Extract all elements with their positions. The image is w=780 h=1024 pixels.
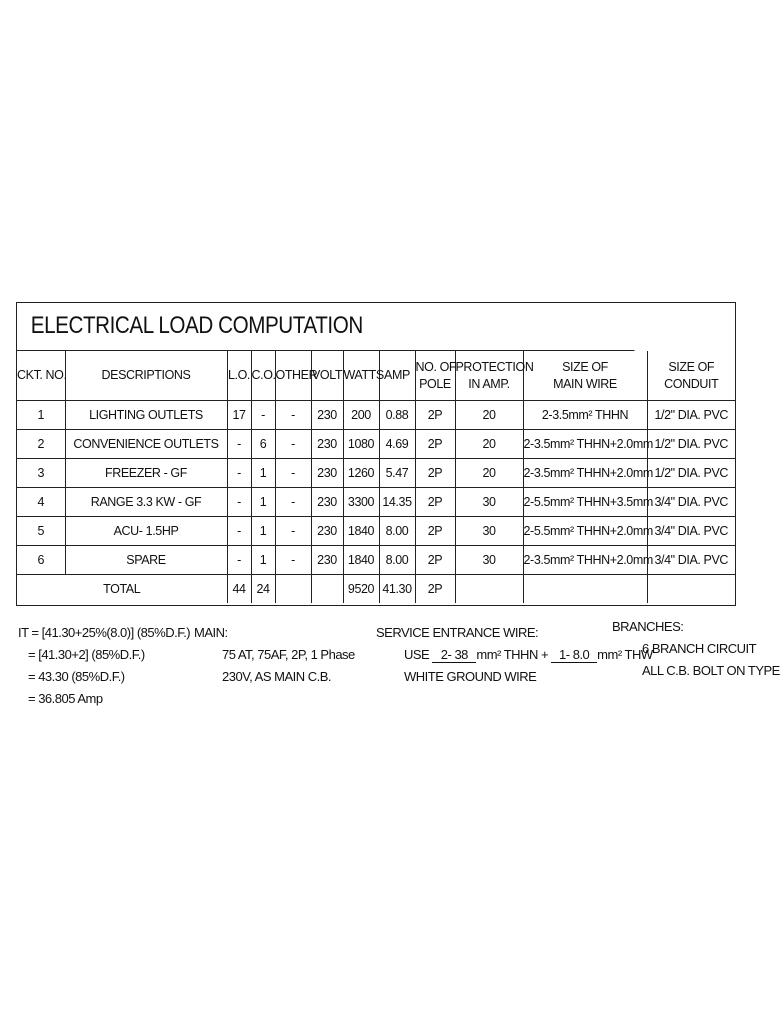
cell-co: 1 (251, 517, 275, 546)
header-no-of-pole: NO. OF POLE (415, 351, 455, 401)
calc-line: = 43.30 (85%D.F.) (28, 669, 125, 684)
cell-pole: 2P (415, 401, 455, 430)
main-line: 75 AT, 75AF, 2P, 1 Phase (222, 647, 355, 662)
cell-watts: 1080 (343, 430, 379, 459)
cell-amp: 8.00 (379, 546, 415, 575)
cell-protection: 30 (455, 546, 523, 575)
calc-line: = 36.805 Amp (28, 691, 103, 706)
total-conduit (647, 575, 735, 604)
cell-watts: 1260 (343, 459, 379, 488)
service-heading: SERVICE ENTRANCE WIRE: (376, 625, 539, 640)
cell-pole: 2P (415, 517, 455, 546)
cell-lo: - (227, 430, 251, 459)
table-row (17, 401, 735, 430)
main-line: 230V, AS MAIN C.B. (222, 669, 332, 684)
total-label: TOTAL (17, 575, 227, 604)
cell-desc: ACU- 1.5HP (65, 517, 227, 546)
service-use-label: USE (404, 647, 430, 662)
cell-amp: 14.35 (379, 488, 415, 517)
table-title: ELECTRICAL LOAD COMPUTATION (17, 303, 634, 351)
cell-other: - (275, 517, 311, 546)
table-header-row (17, 351, 735, 401)
branches-heading: BRANCHES: (612, 619, 684, 634)
cell-ckt: 2 (17, 430, 65, 459)
cell-desc: FREEZER - GF (65, 459, 227, 488)
header-descriptions: DESCRIPTIONS (65, 351, 227, 401)
cell-lo: - (227, 517, 251, 546)
cell-wire: 2-3.5mm² THHN+2.0mm (523, 430, 647, 459)
cell-protection: 20 (455, 430, 523, 459)
cell-wire: 2-3.5mm² THHN (523, 401, 647, 430)
cell-other: - (275, 488, 311, 517)
cell-ckt: 5 (17, 517, 65, 546)
table-row (17, 459, 735, 488)
service-wire-a: 2- 38 (432, 647, 476, 663)
cell-pole: 2P (415, 546, 455, 575)
cell-ckt: 3 (17, 459, 65, 488)
cell-wire: 2-5.5mm² THHN+2.0mm (523, 517, 647, 546)
cell-co: 1 (251, 459, 275, 488)
cell-desc: CONVENIENCE OUTLETS (65, 430, 227, 459)
table-row (17, 546, 735, 575)
cell-watts: 200 (343, 401, 379, 430)
cell-lo: 17 (227, 401, 251, 430)
table-row (17, 488, 735, 517)
header-co: C.O. (251, 351, 275, 401)
header-ckt-no: CKT. NO. (17, 351, 65, 401)
cell-protection: 30 (455, 488, 523, 517)
service-ground: WHITE GROUND WIRE (404, 669, 537, 684)
cell-co: 1 (251, 488, 275, 517)
current-computation (18, 622, 190, 710)
cell-pole: 2P (415, 459, 455, 488)
header-conduit: SIZE OF CONDUIT (647, 351, 735, 401)
cell-protection: 20 (455, 401, 523, 430)
cell-conduit: 1/2" DIA. PVC (647, 459, 735, 488)
cell-protection: 30 (455, 517, 523, 546)
cell-volt: 230 (311, 459, 343, 488)
header-lo: L.O. (227, 351, 251, 401)
cell-watts: 1840 (343, 517, 379, 546)
cell-volt: 230 (311, 430, 343, 459)
cell-wire: 2-5.5mm² THHN+3.5mm (523, 488, 647, 517)
total-other (275, 575, 311, 604)
table-row (17, 430, 735, 459)
service-wire-b: 1- 8.0 (551, 647, 597, 663)
cell-watts: 1840 (343, 546, 379, 575)
table-row (17, 517, 735, 546)
total-protection (455, 575, 523, 604)
cell-desc: SPARE (65, 546, 227, 575)
main-heading: MAIN: (194, 625, 228, 640)
total-volt (311, 575, 343, 604)
header-amp: AMP (379, 351, 415, 401)
cell-other: - (275, 401, 311, 430)
total-pole: 2P (415, 575, 455, 604)
load-computation-table-frame (16, 302, 736, 606)
total-amp: 41.30 (379, 575, 415, 604)
cell-volt: 230 (311, 546, 343, 575)
cell-volt: 230 (311, 488, 343, 517)
total-row (17, 575, 735, 604)
header-volt: VOLT (311, 351, 343, 401)
total-watts: 9520 (343, 575, 379, 604)
cell-other: - (275, 546, 311, 575)
cell-conduit: 1/2" DIA. PVC (647, 401, 735, 430)
branches-line: ALL C.B. BOLT ON TYPE (642, 663, 780, 678)
load-table (17, 351, 735, 603)
header-protection: PROTECTION IN AMP. (455, 351, 523, 401)
cell-other: - (275, 430, 311, 459)
cell-pole: 2P (415, 488, 455, 517)
cell-lo: - (227, 459, 251, 488)
cell-desc: RANGE 3.3 KW - GF (65, 488, 227, 517)
header-watts: WATTS (343, 351, 379, 401)
cell-amp: 4.69 (379, 430, 415, 459)
cell-co: - (251, 401, 275, 430)
total-wire (523, 575, 647, 604)
total-lo: 44 (227, 575, 251, 604)
cell-lo: - (227, 488, 251, 517)
cell-conduit: 3/4" DIA. PVC (647, 546, 735, 575)
service-unit-a: mm² THHN + (476, 647, 549, 662)
cell-ckt: 6 (17, 546, 65, 575)
total-co: 24 (251, 575, 275, 604)
cell-lo: - (227, 546, 251, 575)
cell-co: 6 (251, 430, 275, 459)
cell-co: 1 (251, 546, 275, 575)
cell-pole: 2P (415, 430, 455, 459)
calc-line: = [41.30+2] (85%D.F.) (28, 647, 145, 662)
cell-conduit: 3/4" DIA. PVC (647, 517, 735, 546)
service-unit-b: mm² THW (597, 647, 653, 662)
cell-conduit: 3/4" DIA. PVC (647, 488, 735, 517)
header-main-wire: SIZE OF MAIN WIRE (523, 351, 647, 401)
cell-volt: 230 (311, 401, 343, 430)
header-other: OTHER (275, 351, 311, 401)
cell-desc: LIGHTING OUTLETS (65, 401, 227, 430)
cell-other: - (275, 459, 311, 488)
cell-amp: 5.47 (379, 459, 415, 488)
main-breaker-notes (194, 622, 355, 688)
cell-volt: 230 (311, 517, 343, 546)
cell-watts: 3300 (343, 488, 379, 517)
cell-conduit: 1/2" DIA. PVC (647, 430, 735, 459)
cell-wire: 2-3.5mm² THHN+2.0mm (523, 459, 647, 488)
cell-ckt: 1 (17, 401, 65, 430)
branch-notes (612, 616, 780, 682)
cell-amp: 0.88 (379, 401, 415, 430)
calc-line: IT = [41.30+25%(8.0)] (85%D.F.) (18, 625, 191, 640)
cell-amp: 8.00 (379, 517, 415, 546)
branches-line: 6 BRANCH CIRCUIT (642, 641, 757, 656)
cell-wire: 2-3.5mm² THHN+2.0mm (523, 546, 647, 575)
cell-protection: 20 (455, 459, 523, 488)
cell-ckt: 4 (17, 488, 65, 517)
